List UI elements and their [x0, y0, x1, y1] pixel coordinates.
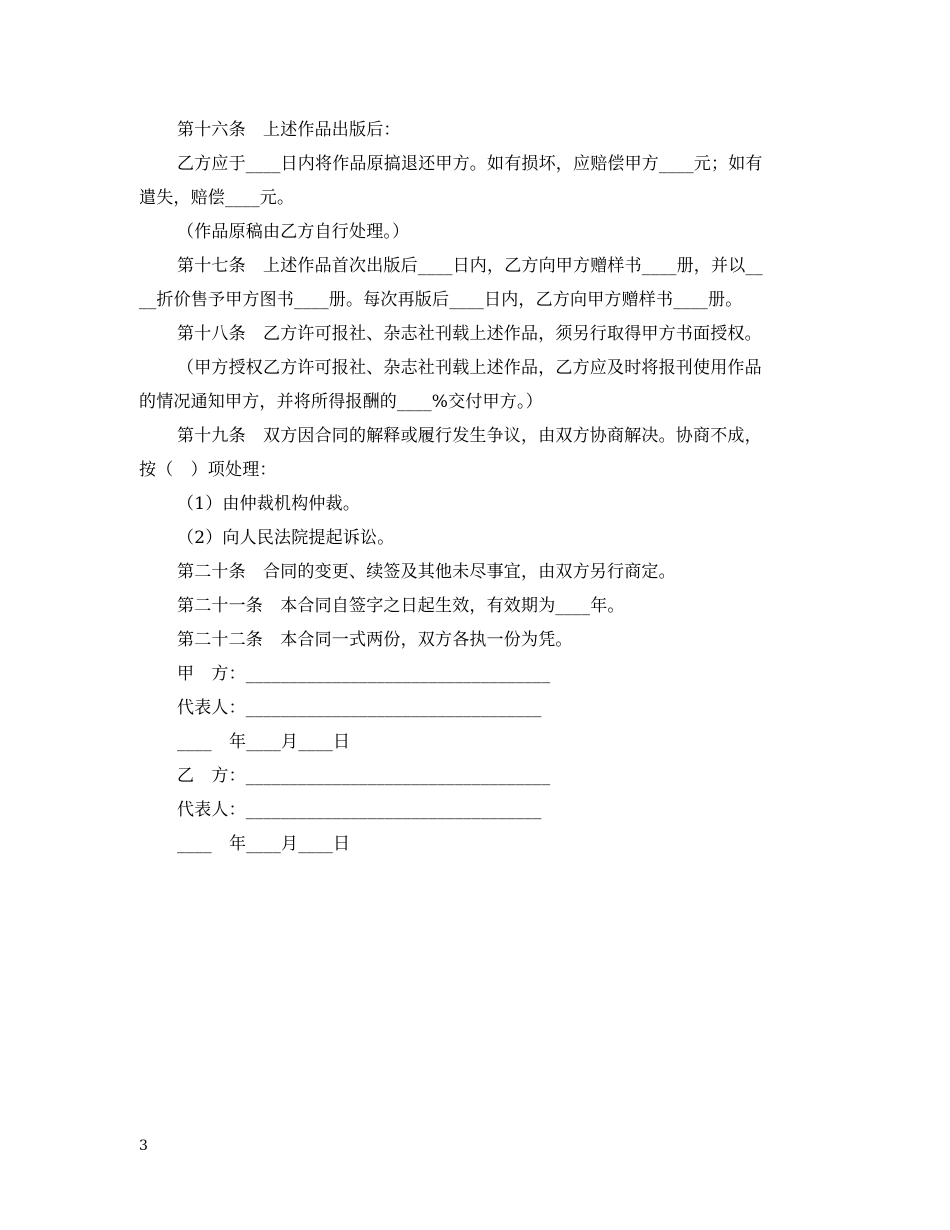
article-20-line: 第二十条 合同的变更、续签及其他未尽事宜，由双方另行商定。: [177, 562, 676, 582]
party-b-representative-line: 代表人：__________________________________: [177, 800, 542, 820]
article-21-line: 第二十一条 本合同自签字之日起生效，有效期为____年。: [177, 596, 625, 616]
party-a-date-line: ____ 年____月____日: [177, 732, 351, 752]
article-18-note-line-1: （甲方授权乙方许可报社、杂志社刊载上述作品，乙方应及时将报刊使用作品: [177, 358, 762, 378]
article-18-note-line-2: 的情况通知甲方，并将所得报酬的____%交付甲方。）: [139, 392, 543, 412]
article-18-line: 第十八条 乙方许可报社、杂志社刊载上述作品，须另行取得甲方书面授权。: [177, 324, 762, 344]
article-19-option-2: （2）向人民法院提起诉讼。: [177, 528, 395, 548]
article-19-option-1: （1）由仲裁机构仲裁。: [177, 494, 361, 514]
article-16-text-line-2: 遣失，赔偿____元。: [139, 188, 295, 208]
party-a-signature-line: 甲 方：___________________________________: [177, 664, 551, 684]
article-17-line-1: 第十七条 上述作品首次出版后____日内，乙方向甲方赠样书____册，并以__: [177, 256, 763, 276]
article-16-note: （作品原稿由乙方自行处理。）: [177, 222, 410, 242]
article-19-line-1: 第十九条 双方因合同的解释或履行发生争议，由双方协商解决。协商不成，: [177, 426, 762, 446]
article-19-line-2: 按（ ）项处理：: [139, 460, 277, 480]
article-16-text-line-1: 乙方应于____日内将作品原搞退还甲方。如有损坏，应赔偿甲方____元；如有: [177, 154, 763, 174]
article-16-heading: 第十六条 上述作品出版后：: [177, 120, 401, 140]
article-22-line: 第二十二条 本合同一式两份，双方各执一份为凭。: [177, 630, 573, 650]
party-a-representative-line: 代表人：__________________________________: [177, 698, 542, 718]
page-number: 3: [139, 1138, 148, 1154]
party-b-signature-line: 乙 方：___________________________________: [177, 766, 551, 786]
article-17-line-2: __折价售予甲方图书____册。每次再版后____日内，乙方向甲方赠样书____册。: [139, 290, 743, 310]
party-b-date-line: ____ 年____月____日: [177, 834, 351, 854]
